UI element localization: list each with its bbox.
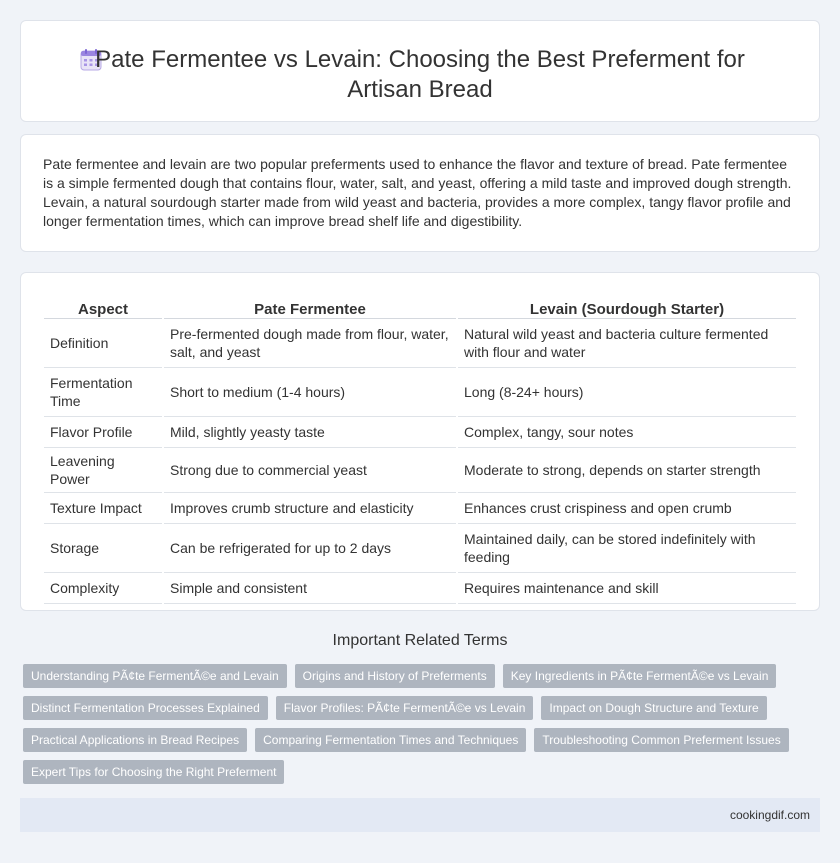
table-row — [44, 524, 796, 573]
table-row — [44, 448, 796, 493]
row-aspect: Definition — [44, 319, 162, 368]
row-pate-value: Short to medium (1-4 hours) — [164, 368, 456, 417]
row-pate-value: Strong due to commercial yeast — [164, 448, 456, 493]
related-tag[interactable]: Understanding PÃ¢te FermentÃ©e and Levain — [23, 664, 287, 688]
related-tag[interactable]: Distinct Fermentation Processes Explained — [23, 696, 268, 720]
row-aspect: Leavening Power — [44, 448, 162, 493]
row-pate-value: Simple and consistent — [164, 573, 456, 604]
row-pate-value: Pre-fermented dough made from flour, water, salt, and yeast — [164, 319, 456, 368]
row-levain-value: Maintained daily, can be stored indefinitely with feeding — [458, 524, 796, 573]
row-pate-value: Can be refrigerated for up to 2 days — [164, 524, 456, 573]
table-row — [44, 573, 796, 604]
row-aspect: Storage — [44, 524, 162, 573]
row-levain-value: Natural wild yeast and bacteria culture fermented with flour and water — [458, 319, 796, 368]
related-tag[interactable]: Practical Applications in Bread Recipes — [23, 728, 247, 752]
site-link[interactable]: cookingdif.com — [729, 808, 810, 822]
header-card — [20, 20, 820, 122]
comparison-table-card — [20, 272, 820, 611]
table-row — [44, 417, 796, 448]
footer — [20, 798, 820, 832]
row-aspect: Complexity — [44, 573, 162, 604]
row-levain-value: Requires maintenance and skill — [458, 573, 796, 604]
header-levain: Levain (Sourdough Starter) — [458, 297, 796, 319]
table-row — [44, 368, 796, 417]
related-terms-title: Important Related Terms — [332, 632, 508, 649]
related-terms-tags — [23, 664, 813, 784]
row-pate-value: Improves crumb structure and elasticity — [164, 493, 456, 524]
related-tag[interactable]: Origins and History of Preferments — [295, 664, 495, 688]
page-title: Pate Fermentee vs Levain: Choosing the Best Preferment for Artisan Bread — [95, 46, 745, 103]
row-levain-value: Complex, tangy, sour notes — [458, 417, 796, 448]
header-aspect: Aspect — [44, 297, 162, 319]
row-aspect: Texture Impact — [44, 493, 162, 524]
row-aspect: Flavor Profile — [44, 417, 162, 448]
intro-paragraph: Pate fermentee and levain are two popular preferments used to enhance the flavor and texture of bread. Pate fermentee is a simple fermented dough that contains flour, water, salt, and yeast, offering a mild taste and improved dough strength. Levain, a natural sourdough starter made from wild yeast and bacteria, provides a more complex, tangy flavor profile and longer fermentation times, which can improve bread shelf life and digestibility. — [43, 156, 792, 229]
related-tag[interactable]: Key Ingredients in PÃ¢te FermentÃ©e vs Levain — [503, 664, 777, 688]
related-tag[interactable]: Troubleshooting Common Preferment Issues — [534, 728, 788, 752]
row-levain-value: Long (8-24+ hours) — [458, 368, 796, 417]
comparison-table — [42, 297, 798, 604]
table-header-row — [44, 297, 796, 319]
table-row — [44, 493, 796, 524]
related-tag[interactable]: Comparing Fermentation Times and Techniques — [255, 728, 526, 752]
row-levain-value: Enhances crust crispiness and open crumb — [458, 493, 796, 524]
related-tag[interactable]: Expert Tips for Choosing the Right Preferment — [23, 760, 284, 784]
intro-card — [20, 134, 820, 252]
header-pate-fermentee: Pate Fermentee — [164, 297, 456, 319]
related-tag[interactable]: Impact on Dough Structure and Texture — [541, 696, 766, 720]
row-aspect: Fermentation Time — [44, 368, 162, 417]
row-pate-value: Mild, slightly yeasty taste — [164, 417, 456, 448]
related-tag[interactable]: Flavor Profiles: PÃ¢te FermentÃ©e vs Levain — [276, 696, 534, 720]
row-levain-value: Moderate to strong, depends on starter strength — [458, 448, 796, 493]
table-row — [44, 319, 796, 368]
